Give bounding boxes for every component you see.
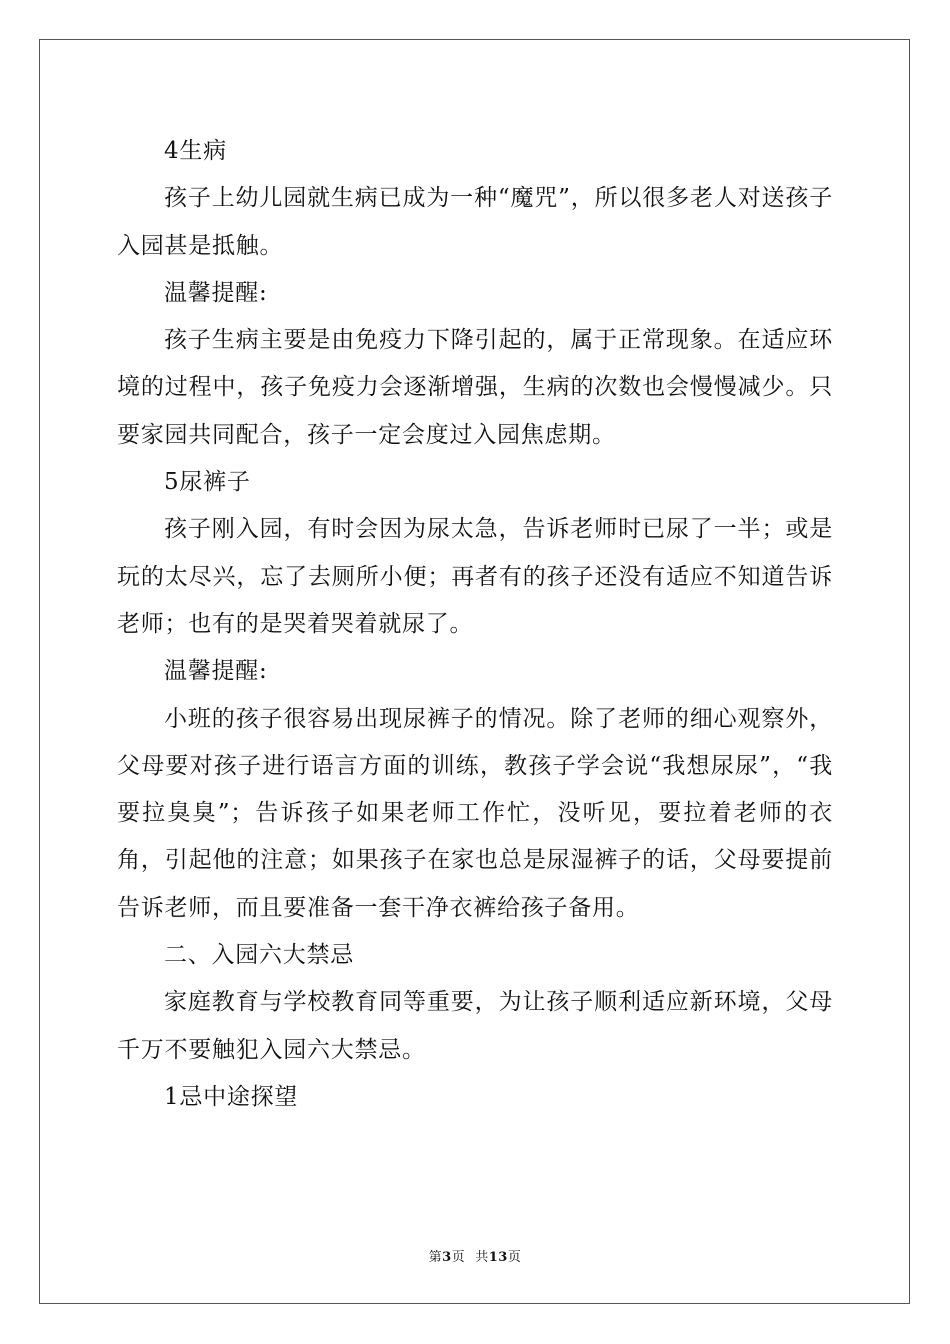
section-heading-taboos: 二、入园六大禁忌 [164,942,354,969]
heading-1-visiting: 1忌中途探望 [164,1083,299,1110]
paragraph-illness-tip: 孩子生病主要是由免疫力下降引起的，属于正常现象。在适应环境的过程中，孩子免疫力会逐渐增强，生病的次数也会慢慢减少。只要家园共同配合，孩子一定会度过入园焦虑期。 [117,327,833,448]
footer-page-current: 3 [442,1250,452,1265]
paragraph-wetting-intro: 孩子刚入园，有时会因为尿太急，告诉老师时已尿了一半；或是玩的太尽兴，忘了去厕所小便；再者有的孩子还没有适应不知道告诉老师；也有的是哭着哭着就尿了。 [117,516,833,637]
footer-page-total: 13 [488,1250,508,1265]
tip-label-wetting: 温馨提醒: [164,658,268,685]
page-footer [0,1246,950,1265]
tip-label-illness: 温馨提醒: [164,279,268,306]
footer-total-prefix: 共 [475,1250,489,1265]
document-body [117,128,833,1121]
paragraph-illness-intro: 孩子上幼儿园就生病已成为一种“魔咒”，所以很多老人对送孩子入园甚是抵触。 [117,185,833,259]
paragraph-wetting-tip: 小班的孩子很容易出现尿裤子的情况。除了老师的细心观察外，父母要对孩子进行语言方面的训练，教孩子学会说“我想尿尿”，“我要拉臭臭”；告诉孩子如果老师工作忙，没听见，要拉着老师的衣角，引起他的注意；如果孩子在家也总是尿湿裤子的话，父母要提前告诉老师，而且要准备一套干净衣裤给孩子备用。 [117,705,833,921]
heading-4-illness: 4生病 [164,138,227,164]
heading-5-wetting: 5尿裤子 [164,469,251,496]
footer-page-suffix: 页 [451,1250,466,1265]
footer-total-suffix: 页 [507,1250,522,1265]
footer-page-prefix: 第 [428,1250,443,1265]
paragraph-taboos-intro: 家庭教育与学校教育同等重要，为让孩子顺利适应新环境，父母千万不要触犯入园六大禁忌。 [117,989,833,1063]
